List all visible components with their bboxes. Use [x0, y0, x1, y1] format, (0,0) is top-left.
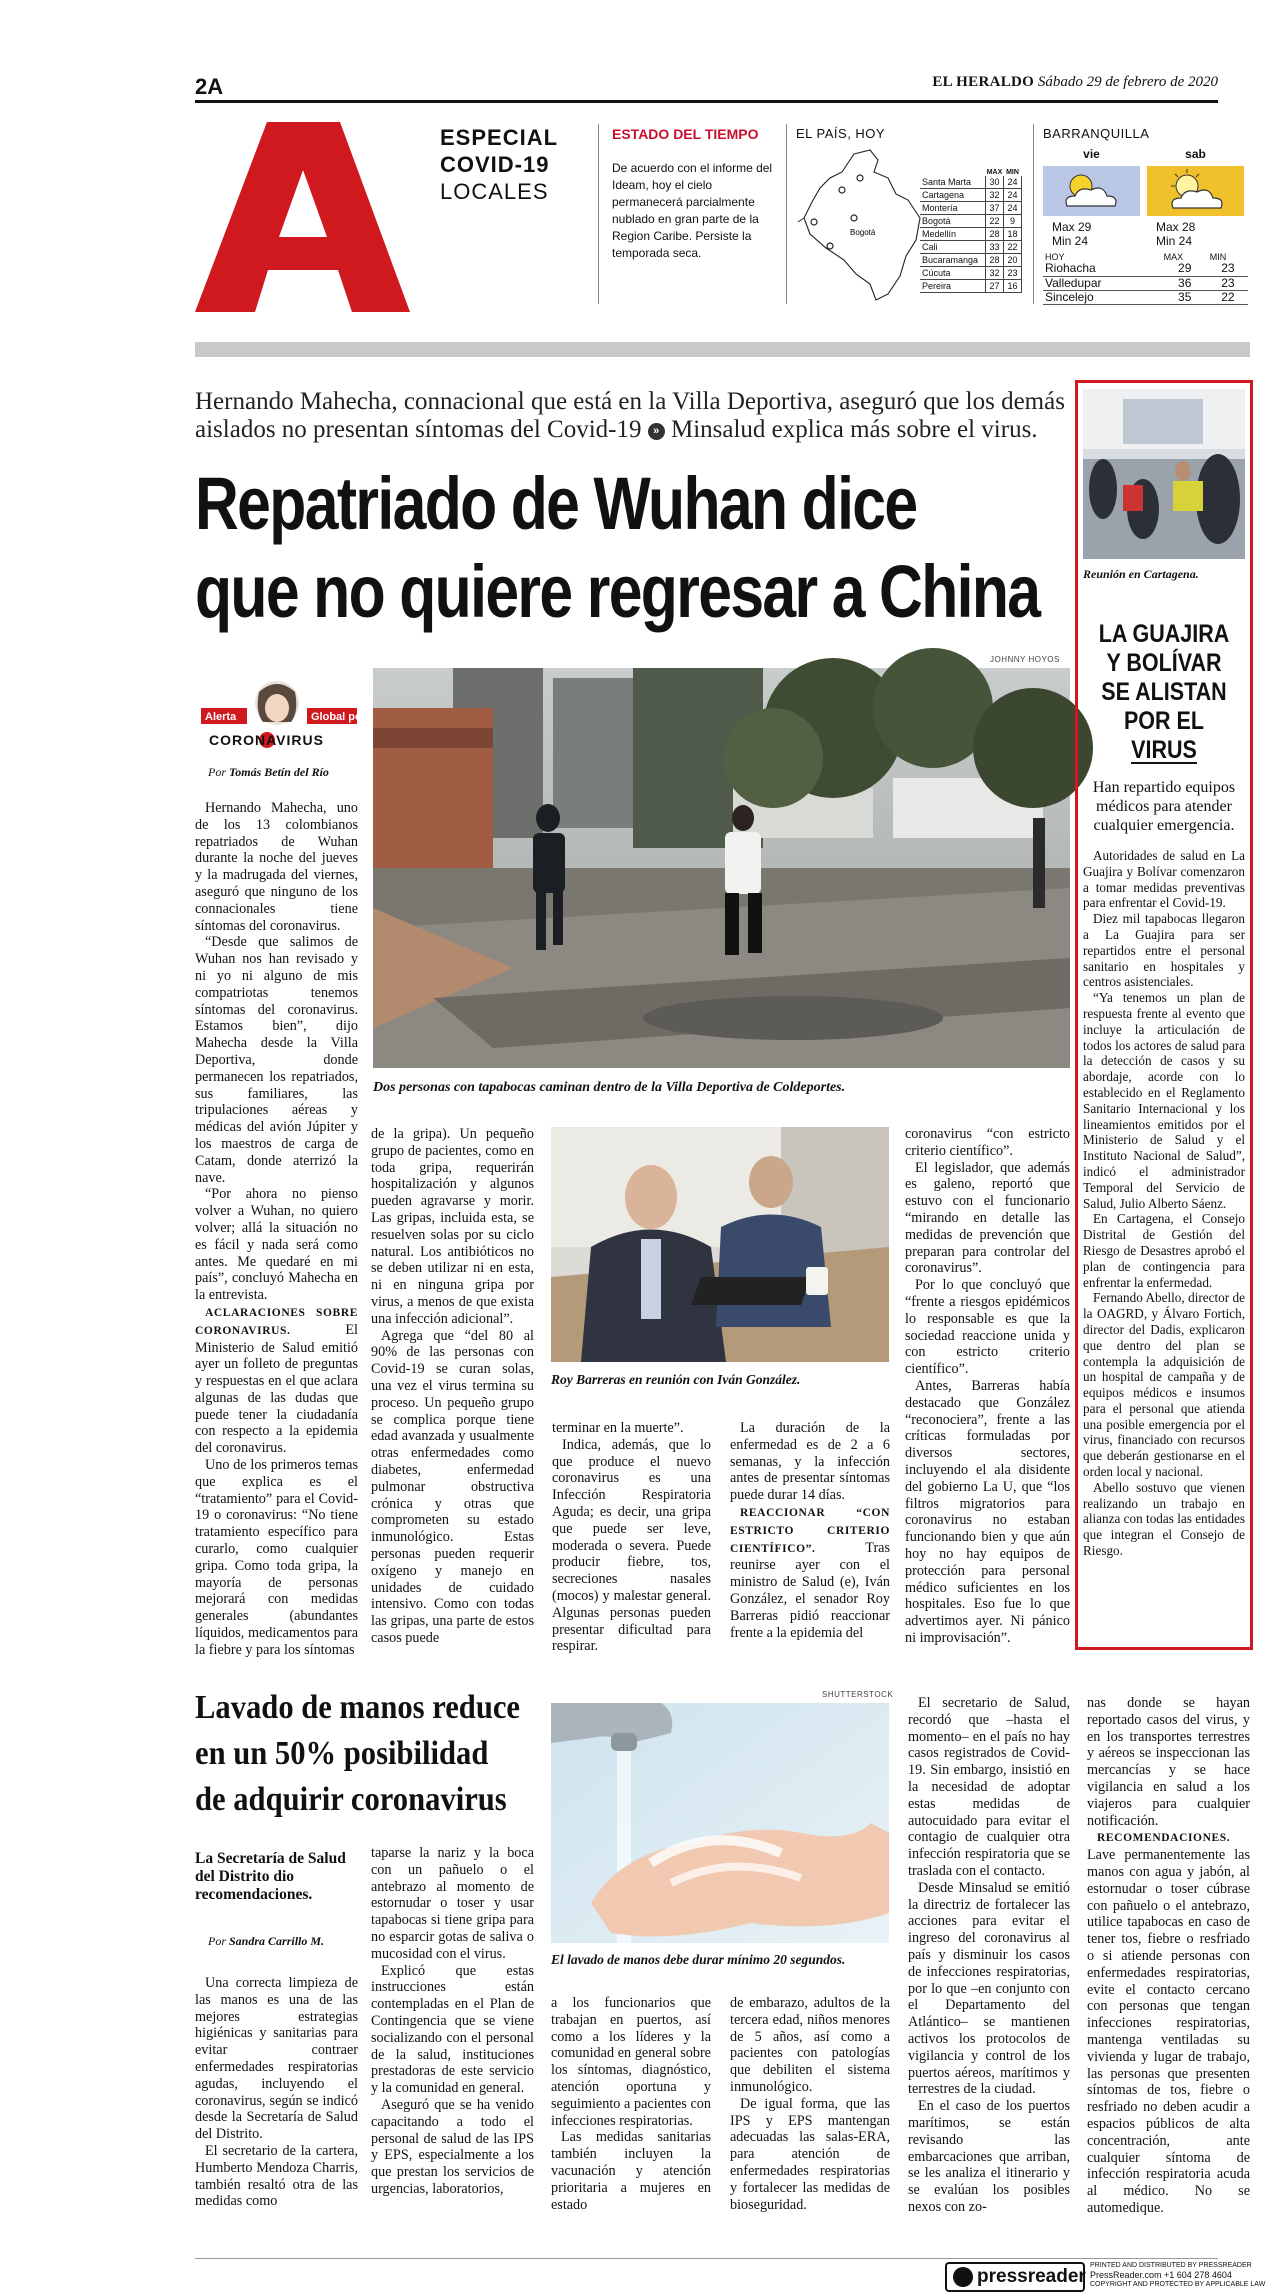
pressreader-icon [953, 2267, 973, 2287]
meeting-photo [551, 1127, 889, 1362]
sidebar-headline: LA GUAJIRA Y BOLÍVAR SE ALISTAN POR EL VIRUS [1098, 620, 1230, 764]
forecast-day-1-temps: Max 29 Min 24 [1052, 220, 1092, 248]
section-line-1: ESPECIAL [440, 125, 559, 150]
city-weather-row: Santa Marta 30 24 [920, 176, 1022, 189]
local-weather-row: Sincelejo 35 22 [1043, 290, 1248, 304]
article-column-5: coronavirus “con estricto criterio científico”. El legislador, que además es galeno, reportó que estuvo con el funcionario “mirando en detalle las medidas de prevención que preparan para controlar del coronavirus”. Por lo que concluyó que “frente a riesgos epidémicos lo responsable es que la sociedad reaccione unida y con estricto criterio científico”. Antes, Barreras había destacado que González “reconociera”, frente a las críticas formuladas por diversos sectores, incluyendo el ala disidente del gobierno La U, que “los filtros migratorios para coronavirus no estaban funcionando bien y que aún hoy no hay equipos de protección para personal médico suficientes en los hospitales. Eso fue lo que advertimos ayer. Ni pánico ni improvisación”. [905, 1126, 1070, 1646]
byline: Por Tomás Betín del Río [208, 765, 329, 779]
section-line-2: COVID-19 [440, 152, 550, 177]
article2-column-3: a los funcionarios que trabajan en puertos, así como a los líderes y la comunidad en general sobre los síntomas, diagnóstico, atención oportuna y seguimiento a pacientes con infecciones respiratorias. Las medidas sanitarias también incluyen la vacunación y atención prioritaria a mujeres en estado [551, 1995, 711, 2213]
local-weather-row: Valledupar 36 23 [1043, 276, 1248, 290]
photo-caption: Dos personas con tapabocas caminan dentro de la Villa Deportiva de Coldeportes. [373, 1080, 846, 1095]
photo-caption: Reunión en Cartagena. [1083, 567, 1199, 581]
photo-credit: SHUTTERSTOCK [822, 1690, 894, 1699]
weather-title: ESTADO DEL TIEMPO [612, 126, 759, 142]
country-weather-table [920, 152, 1022, 293]
city-weather-row: Cali 33 22 [920, 241, 1022, 254]
col-min: MIN [1006, 169, 1019, 176]
article2-column-5: El secretario de Salud, recordó que –hasta el momento– en el país no hay casos registrados de Covid-19. Sin embargo, insistió en la necesidad de adoptar estas medidas de autocuidado para evitar el contagio de cualquier otra infección respiratoria que se traslada con el contacto. Desde Minsalud se emitió la directriz de fortalecer las acciones para evitar el ingreso del coronavirus al país y disminuir los casos de infecciones respiratorias, por lo que –en conjunto con el Departamento del Atlántico– se mantienen activos los protocolos de vigilancia y control de los puertos aéreos, marítimos y terrestres de la ciudad. En el caso de los puertos marítimos, se están revisando las embarcaciones que arriban, se les analiza el itinerario y se evalúan los posibles nexos con zo- [908, 1695, 1070, 2215]
partly-sunny-icon [1147, 166, 1244, 216]
secondary-deck: La Secretaría de Salud del Distrito dio recomendaciones. [195, 1850, 346, 1903]
local-weather-title: BARRANQUILLA [1043, 126, 1150, 141]
weather-text: De acuerdo con el informe del Ideam, hoy el cielo permanecerá parcialmente nublado en gran parte de la Region Caribe. Persiste la temporada seca. [612, 161, 773, 260]
sidebar-deck: Han repartido equipos médicos para atender cualquier emergencia. [1092, 779, 1236, 834]
subhead: RECOMENDACIONES. [1097, 1832, 1231, 1845]
local-weather-table: HOY MAX MIN Riohacha 29 23 Valledupar 36 23 Sincelejo 35 22 [1043, 252, 1248, 305]
city-weather-row: Pereira 27 16 [920, 280, 1022, 293]
partly-cloudy-icon [1043, 166, 1140, 216]
svg-text:Alerta: Alerta [205, 711, 237, 723]
section-line-3: LOCALES [440, 179, 549, 204]
section-band [195, 342, 1250, 357]
cartagena-meeting-photo [1083, 389, 1245, 559]
article-column-3: terminar en la muerte”. Indica, además, que lo que produce el nuevo coronavirus es una Infección Respiratoria Aguda; es decir, una gripa que puede ser leve, moderada o severa. Puede producir fiebre, tos, secreciones nasales (mocos) y malestar general. Algunas personas pueden presentar dificultad para respirar. [552, 1420, 711, 1655]
main-headline: Repatriado de Wuhan dice que no quiere regresar a China [195, 462, 1040, 633]
pressreader-logo[interactable]: pressreader [945, 2262, 1085, 2292]
photo-credit: JOHNNY HOYOS [990, 655, 1060, 664]
secondary-headline: Lavado de manos reduce en un 50% posibilidad de adquirir coronavirus [195, 1689, 521, 1818]
coronavirus-alert-badge [195, 678, 366, 756]
svg-text:Global por: Global por [311, 711, 366, 723]
svg-text:A: A [195, 122, 196, 123]
page-number: 2A [195, 74, 224, 99]
photo-caption: El lavado de manos debe durar mínimo 20 segundos. [551, 1952, 846, 1967]
city-weather-row: Bogotá 22 9 [920, 215, 1022, 228]
svg-text:CORONAVIRUS: CORONAVIRUS [209, 732, 324, 748]
divider [598, 124, 599, 304]
article-column-4: La duración de la enfermedad es de 2 a 6 semanas, y la infección antes de presentar síntomas puede durar 14 días. REACCIONAR “CON ESTRICTO CRITERIO CIENTÍFICO”. Tras reunirse ayer con el ministro de Salud (e), Iván González, el senador Roy Barreras pidió reaccionar frente a la epidemia del [730, 1420, 890, 1641]
section-label [440, 124, 558, 205]
col-max: MAX [986, 169, 1003, 176]
city-weather-row: Bucaramanga 28 20 [920, 254, 1022, 267]
divider [1033, 124, 1034, 304]
arrow-icon: » [648, 423, 665, 440]
header-rule [195, 100, 1218, 103]
section-letter-a [195, 122, 410, 312]
footer-rule [195, 2258, 1218, 2259]
issue-date: Sábado 29 de febrero de 2020 [1037, 74, 1218, 90]
svg-text:Bogotá: Bogotá [850, 228, 876, 237]
divider [1131, 762, 1197, 764]
country-weather-title: EL PAÍS, HOY [796, 126, 886, 141]
city-weather-row: Medellín 28 18 [920, 228, 1022, 241]
photo-caption: Roy Barreras en reunión con Iván González. [551, 1372, 801, 1387]
forecast-day-1: vie [1083, 147, 1100, 161]
forecast-day-2-temps: Max 28 Min 24 [1156, 220, 1196, 248]
article-column-1: Hernando Mahecha, uno de los 13 colombianos repatriados de Wuhan durante la noche del jueves y la madrugada del viernes, aseguró que ninguno de los connacionales tiene síntomas del coronavirus. “Desde que salimos de Wuhan nos han revisado y ni yo ni alguno de mis compatriotas tenemos síntomas del coronavirus. Estamos bien”, dijo Mahecha desde la Villa Deportiva, donde permanecen los repatriados, sus familiares, las tripulaciones aéreas y médicas del avión Júpiter y los maestros de carga de Catam, donde aterrizó la nave. “Por ahora no pienso volver a Wuhan, no quiero volver; allá la situación no es fácil y nada será como antes. Me quedaré en mi país”, concluyó Mahecha en la entrevista. ACLARACIONES SOBRE CORONAVIRUS. El Ministerio de Salud emitió ayer un folleto de preguntas y respuestas en el que aclara algunas de las dudas que puede tener la ciudadanía con respecto a la epidemia del coronavirus. Uno de los primeros temas que explica es el “tratamiento” para el Covid-19 o coronavirus: “No tiene tratamiento específico para curarlo, como cualquier gripa. Como toda gripa, la mayoría de personas mejorará con medidas generales (abundantes líquidos, medicamentos para la fiebre y para los síntomas [195, 800, 358, 1658]
masthead-date [932, 74, 1218, 91]
article2-column-1: Una correcta limpieza de las manos es una de las mejores estrategias higiénicas y sanitarias para evitar contraer enfermedades respiratorias agudas, incluyendo el coronavirus, según se indicó desde la Secretaría de Salud del Distrito. El secretario de la cartera, Humberto Mendoza Charris, también resaltó otra de las medidas como [195, 1975, 358, 2210]
byline: Por Sandra Carrillo M. [208, 1934, 325, 1948]
story-kicker: Hernando Mahecha, connacional que está en la Villa Deportiva, aseguró que los demás aislados no presentan síntomas del Covid-19 » Minsalud explica más sobre el virus. [195, 388, 1065, 443]
forecast-day-2: sab [1185, 147, 1206, 161]
city-weather-row: Montería 37 24 [920, 202, 1022, 215]
article2-column-6: nas donde se hayan reportado casos del virus, y en los transportes terrestres y aéreos se inspeccionan las mercancías y se hace vigilancia en salud a los viajeros para cualquier notificación. RECOMENDACIONES. Lave permanentemente las manos con agua y jabón, al estornudar o toser cúbrase con pañuelo o el antebrazo, utilice tapabocas en caso de tener tos, fiebre o resfriado o si atiende personas con enfermedades respiratorias, evite el contacto cercano con personas que tengan infecciones respiratorias, mantenga ventiladas su vivienda y lugar de trabajo, las personas que presenten síntomas de tos, fiebre o resfriado no deben acudir a espacios públicos de alta concentración, ante cualquier síntoma de infección respiratoria acuda al médico. No se automedique. [1087, 1695, 1250, 2216]
main-photo [373, 668, 1070, 1068]
pressreader-notice: PRINTED AND DISTRIBUTED BY PRESSREADER PressReader.com +1 604 278 4604 COPYRIGHT AND PROTECTED BY APPLICABLE LAW [1090, 2262, 1266, 2288]
city-weather-row: Cartagena 32 24 [920, 189, 1022, 202]
article2-column-2: taparse la nariz y la boca con un pañuelo o el antebrazo al momento de estornudar o toser y usar tapabocas si tiene gripa para no esparcir gotas de saliva o mucosidad con el virus. Explicó que estas instrucciones están contempladas en el Plan de Contingencia que se viene socializando con el personal de la salud, instituciones prestadoras de este servicio y la comunidad en general. Aseguró que se ha venido capacitando a todo el personal de salud de las IPS y EPS, especialmente a los que prestan los servicios de urgencias, laboratorios, [371, 1845, 534, 2197]
sidebar-body: Autoridades de salud en La Guajira y Bolívar comenzaron a tomar medidas preventivas para enfrentar el Covid-19. Diez mil tapabocas llegaron a La Guajira para ser repartidos entre el personal sanitario en hospitales y centros asistenciales. “Ya tenemos un plan de respuesta frente al evento que incluye la articulación de todos los actores de salud para la detección de casos y su abordaje, acorde con lo establecido en el Reglamento Sanitario Internacional y los lineamientos emitidos por el Ministerio de Salud y el Instituto Nacional de Salud”, indicó el administrador Temporal del Servicio de Salud, Julio Alberto Sáenz. En Cartagena, el Consejo Distrital de Gestión del Riesgo de Desastres aprobó el plan de contingencia para enfrentar la enfermedad. Fernando Abello, director de la OAGRD, y Álvaro Fortich, director del Dadis, explicaron que dentro del plan se contempla la adquisición de un hospital de campaña y de equipos médicos e insumos para el personal que atienda una posible emergencia por el virus, financiado con recursos que deberán gestionarse en el orden local y nacional. Abello sostuvo que vienen realizando un trabajo en alianza con todas las entidades que integran el Consejo de Riesgo. [1083, 848, 1245, 1559]
article2-column-4: de embarazo, adultos de la tercera edad, niños menores de 5 años, así como a pacientes con patologías que debiliten el sistema inmunológico. De igual forma, que las IPS y EPS mantengan adecuadas las salas-ERA, para atención de enfermedades respiratorias y fortalecer las medidas de bioseguridad. [730, 1995, 890, 2213]
colombia-map-icon [796, 148, 926, 303]
masthead: EL HERALDO [932, 74, 1035, 90]
handwashing-photo [551, 1703, 889, 1943]
subhead: ACLARACIONES SOBRE CORONAVIRUS. [195, 1306, 358, 1337]
divider [786, 124, 787, 304]
city-weather-row: Cúcuta 32 23 [920, 267, 1022, 280]
local-weather-row: Riohacha 29 23 [1043, 262, 1248, 276]
article-column-2: de la gripa). Un pequeño grupo de pacientes, como en toda gripa, requerirán hospitalización y algunos pueden agravarse y morir. Las gripas, incluida esta, se resuelven solas por su ciclo natural. Los antibióticos no se deben utilizar ni en esta, ni en ninguna gripa por virus, a menos de que exista una infección adicional”. Agrega que “del 80 al 90% de las personas con Covid-19 se curan solas, una vez el virus termina su proceso. Un pequeño grupo se complica porque tiene edad avanzada y usualmente otras enfermedades como diabetes, enfermedad pulmonar obstructiva crónica y otras que comprometen su estado inmunológico. Estas personas pueden requerir oxígeno y manejo en unidades de cuidado intensivo. Como con todas las gripas, una parte de estos casos puede [371, 1126, 534, 1646]
subhead: REACCIONAR “CON ESTRICTO CRITERIO CIENTÍFICO”. [730, 1506, 890, 1555]
